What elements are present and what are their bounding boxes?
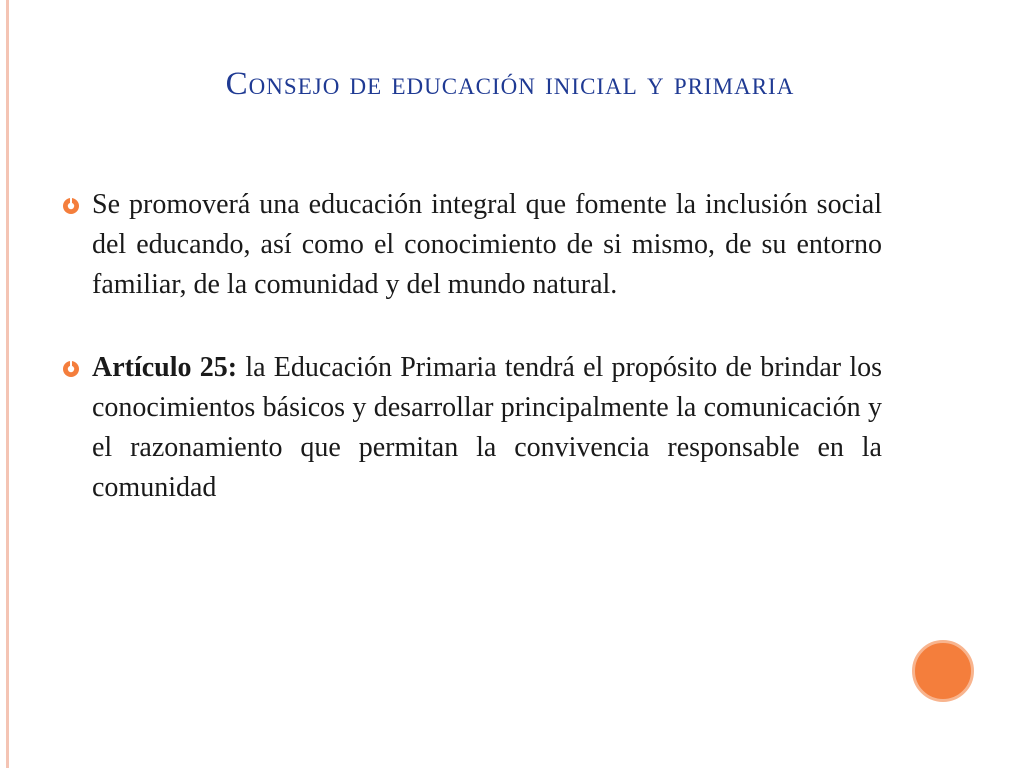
slide-body bbox=[62, 185, 882, 508]
slide-title: Consejo de educación inicial y primaria bbox=[225, 66, 795, 102]
bullet-lead: Artículo 25: bbox=[92, 352, 238, 383]
bullet-text: la Educación Primaria tendrá el propósito de brindar los conocimientos básicos y desarrollar principalmente la comunicación y el razonamiento que permitan la convivencia responsable en la comunidad bbox=[92, 352, 882, 503]
bullet-icon bbox=[62, 197, 80, 215]
right-decorative-stripes bbox=[976, 0, 1024, 768]
bullet-text: Se promoverá una educación integral que fomente la inclusión social del educando, así como el conocimiento de si mismo, de su entorno familiar, de la comunidad y del mundo natural. bbox=[92, 189, 882, 300]
bullet-icon bbox=[62, 360, 80, 378]
bullet-item bbox=[62, 348, 882, 508]
bullet-item bbox=[62, 185, 882, 305]
left-border-line bbox=[6, 0, 9, 768]
decorative-orange-circle bbox=[912, 640, 974, 702]
